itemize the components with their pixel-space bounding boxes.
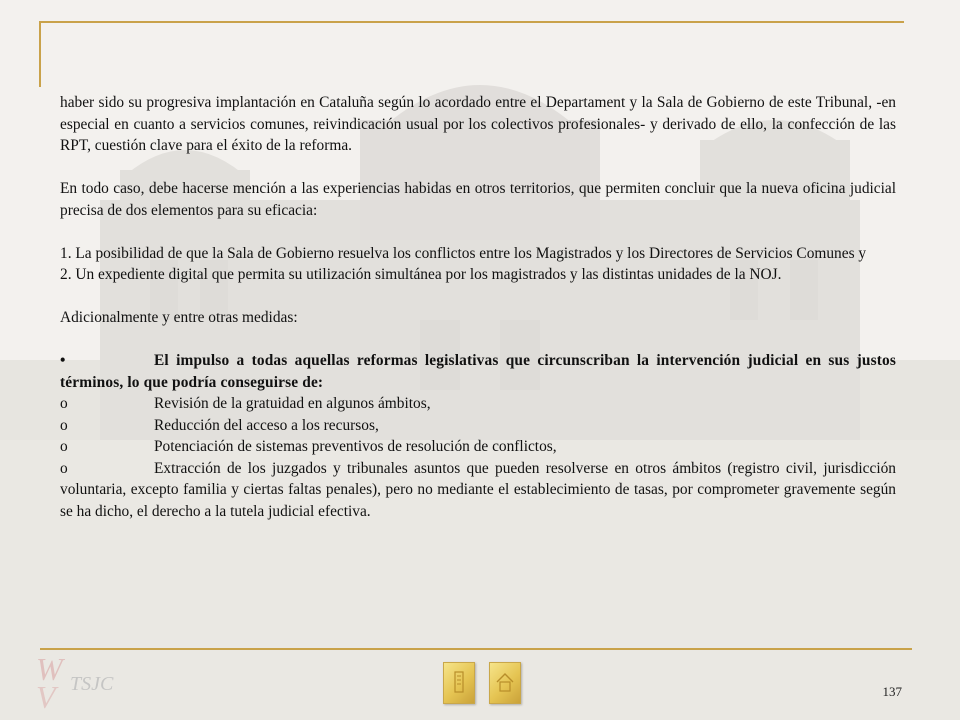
frame-left-rule [39, 21, 41, 87]
sub-item [60, 393, 896, 415]
svg-text:V: V [36, 679, 56, 714]
bullet-text: El impulso a todas aquellas reformas legislativas que circunscriban la intervención judicial en sus justos términos, lo que podría conseguirse de: [60, 352, 896, 391]
home-icon [490, 663, 520, 703]
svg-text:W: W [36, 651, 63, 687]
page-number: 137 [882, 684, 902, 699]
paragraph-additional-measures: Adicionalmente y entre otras medidas: [60, 309, 298, 326]
sub-item-text: Revisión de la gratuidad en algunos ámbitos, [154, 395, 431, 412]
numbered-item-2: 2. Un expediente digital que permita su utilización simultánea por los magistrados y las distintas unidades de la NOJ. [60, 266, 782, 283]
logo-text: TSJC [70, 673, 114, 695]
home-button[interactable] [489, 662, 521, 704]
document-body [60, 92, 896, 522]
bullet-mark: • [60, 352, 66, 369]
paragraph-rpt: haber sido su progresiva implantación en Cataluña según lo acordado entre el Departament y la Sala de Gobierno de este Tribunal, -en especial en cuanto a servicios comunes, reivindicación usual por los colectivos profesionales- y derivado de ello, la confección de las RPT, cuestión clave para el éxito de la reforma. [60, 94, 896, 154]
frame-top-rule [40, 21, 904, 23]
sub-item-mark: o [60, 438, 68, 455]
sub-item [60, 458, 896, 523]
sub-item-text: Extracción de los juzgados y tribunales asuntos que pueden resolverse en otros ámbitos (registro civil, jurisdicción voluntaria, excepto familia y ciertas faltas penales), pero no mediante el establecimiento de tasas, por comprometer gravemente según se ha dicho, el derecho a la tutela judicial efectiva. [60, 459, 896, 520]
numbered-item-1: 1. La posibilidad de que la Sala de Gobierno resuelva los conflictos entre los Magistrados y los Directores de Servicios Comunes y [60, 244, 867, 262]
sub-item-mark: o [60, 459, 68, 477]
sub-item-mark: o [60, 416, 68, 434]
sub-item-mark: o [60, 395, 68, 412]
sub-item [60, 436, 896, 458]
sub-item-text: Reducción del acceso a los recursos, [154, 416, 379, 434]
frame-bottom-rule [40, 648, 912, 650]
previous-page-button[interactable] [443, 662, 475, 704]
paragraph-experiences: En todo caso, debe hacerse mención a las experiencias habidas en otros territorios, que permiten concluir que la nueva oficina judicial precisa de dos elementos para su eficacia: [60, 180, 896, 219]
sub-item-text: Potenciación de sistemas preventivos de resolución de conflictos, [154, 438, 557, 455]
scroll-icon [444, 663, 474, 703]
tsjc-logo [34, 650, 124, 714]
bullet-item [60, 350, 896, 393]
sub-item [60, 415, 896, 437]
